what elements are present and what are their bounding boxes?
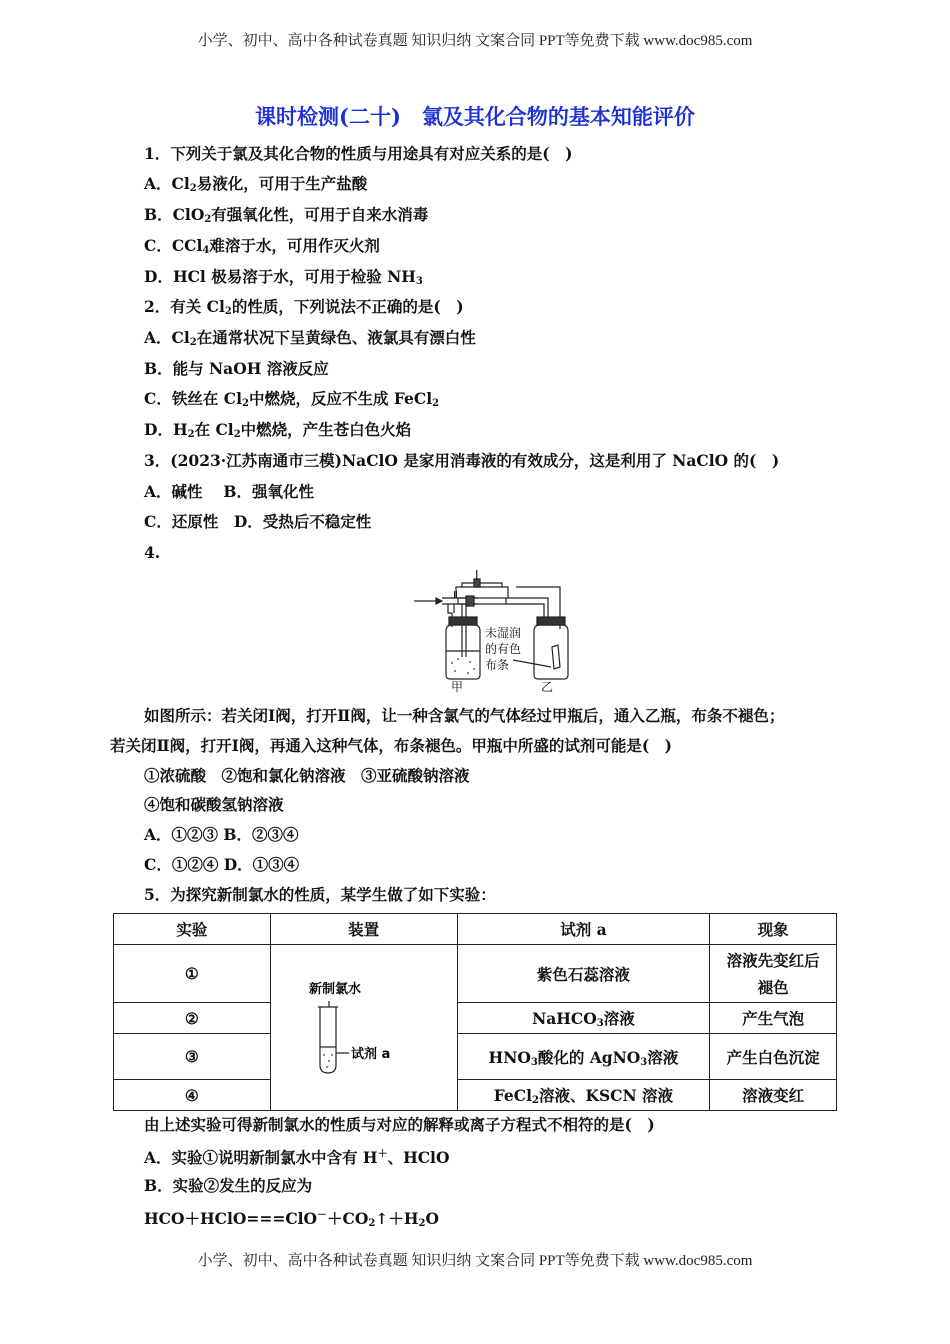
page-footer: 小学、初中、高中各种试卷真题 知识归纳 文案合同 PPT等免费下载 www.doc985.com [197,1253,753,1269]
row3-reagent: $HNO_3$酸化的 AgNO$_3$溶液 [457,1034,710,1080]
table-header-row [114,914,837,945]
q5-experiment-table [113,913,837,1111]
row1-reagent: 紫色石蕊溶液 [457,945,710,1003]
test-tube-figure [289,971,439,1081]
q4-reagents-1: ①浓硫酸 ②饱和氯化钠溶液 ③亚硫酸钠溶液 [144,766,470,785]
page-header: 小学、初中、高中各种试卷真题 知识归纳 文案合同 PPT等免费下载 www.doc985.com [197,33,753,49]
liquid-dots-jia [451,658,475,674]
cloth-pointer [513,660,551,667]
q2-option-d: D．$H_2$在 $Cl_2$中燃烧，产生苍白色火焰 [144,420,412,440]
q4-paragraph-2: 若关闭Ⅱ阀，打开Ⅰ阀，再通入这种气体，布条褪色。甲瓶中所盛的试剂可能是( ) [110,736,672,755]
q2-option-a: A．$Cl_2$在通常状况下呈黄绿色、液氯具有漂白性 [144,328,476,348]
bottle-yi [534,625,568,679]
q4-paragraph-1: 如图所示：若关闭Ⅰ阀，打开Ⅱ阀，让一种含氯气的气体经过甲瓶后，通入乙瓶，布条不褪色； [144,706,785,725]
header-reagent: 试剂 a [457,914,710,945]
row4-reagent: FeCl$_2$溶液、KSCN 溶液 [457,1080,710,1111]
header-phenomenon: 现象 [710,914,837,945]
table-row [114,1034,837,1080]
q5-option-b: B．实验②发生的反应为 [144,1176,313,1195]
row3-phenomenon: 产生白色沉淀 [710,1034,837,1080]
valve-two [466,596,474,606]
header-device: 装置 [270,914,457,945]
valve-one-pipe [456,587,508,598]
header-experiment: 实验 [114,914,271,945]
reagent-dots [323,1054,333,1068]
valve-two-pipe [458,598,506,604]
q1-option-a: A．$Cl_2$易液化，可用于生产盐酸 [144,174,368,194]
label-cloth-2: 的有色 [485,642,522,656]
q5-question: 由上述实验可得新制氯水的性质与对应的解释或离子方程式不相符的是( ) [144,1115,655,1134]
q3-stem: 3．(2023·江苏南通市三模)NaClO 是家用消毒液的有效成分，这是利用了 NaClO 的( ) [144,451,780,470]
label-fresh-chlorine-water: 新制氯水 [308,981,361,997]
q1-option-c: C．CCl$_4$难溶于水，可用作灭火剂 [144,236,380,256]
test-tube [320,1007,336,1073]
q2-option-c: C．铁丝在 $Cl_2$中燃烧，反应不生成 FeCl$_2$ [144,389,440,409]
label-valve-one: Ⅰ [475,568,479,582]
q5-option-a: A．实验①说明新制氯水中含有 H＋、HClO [144,1148,450,1167]
page-title: 课时检测(二十) 氯及其化合物的基本知能评价 [255,104,695,129]
q1-option-b: B．ClO$_2$有强氧化性，可用于自来水消毒 [144,205,429,225]
bottle-jia [446,625,480,679]
row2-phenomenon: 产生气泡 [710,1003,837,1034]
cloth-strip [552,645,560,669]
q1-stem: 1．下列关于氯及其化合物的性质与用途具有对应关系的是( ) [144,144,573,163]
stopper-jia [449,617,477,625]
q3-options-ab: A．碱性 B．强氧化性 [144,482,315,501]
row-index: ② [114,1003,271,1034]
row-index: ④ [114,1080,271,1111]
row-index: ① [114,945,271,1003]
device-cell [270,945,457,1111]
q4-options-cd: C．①②④ D．①③④ [144,855,300,874]
q4-options-ab: A．①②③ B．②③④ [144,825,299,844]
q5-equation: $HCO+HClO===ClO^-+CO_2↑+H_2O$ [144,1209,439,1229]
q2-stem: 2．有关 $Cl_2$的性质，下列说法不正确的是( ) [144,297,464,317]
inlet-arrowhead [436,598,442,604]
label-cloth-1: 未湿润 [485,626,522,640]
label-bottle-yi: 乙 [541,680,554,694]
label-reagent-a: 试剂 a [350,1046,390,1062]
q3-options-cd: C．还原性 D．受热后不稳定性 [144,512,372,531]
q4-reagents-2: ④饱和碳酸氢钠溶液 [144,795,284,814]
label-bottle-jia: 甲 [451,680,464,694]
table-row [114,1080,837,1111]
stopper-yi [537,617,565,625]
label-cloth-3: 布条 [485,658,510,672]
row2-reagent: NaHCO$_3$溶液 [457,1003,710,1034]
table-row [114,1003,837,1034]
q2-option-b: B．能与 NaOH 溶液反应 [144,359,329,378]
label-valve-two: Ⅱ [453,590,458,601]
q4-number: 4. [144,543,161,562]
row1-phenomenon: 溶液先变红后 褪色 [710,945,837,1003]
q5-stem: 5．为探究新制氯水的性质，某学生做了如下实验： [144,885,496,904]
jia-long-tube [462,604,466,657]
table-row [114,945,837,1003]
row4-phenomenon: 溶液变红 [710,1080,837,1111]
row-index: ③ [114,1034,271,1080]
q4-apparatus-figure [408,567,578,697]
q1-option-d: D．HCl 极易溶于水，可用于检验 $NH_3$ [144,267,423,287]
